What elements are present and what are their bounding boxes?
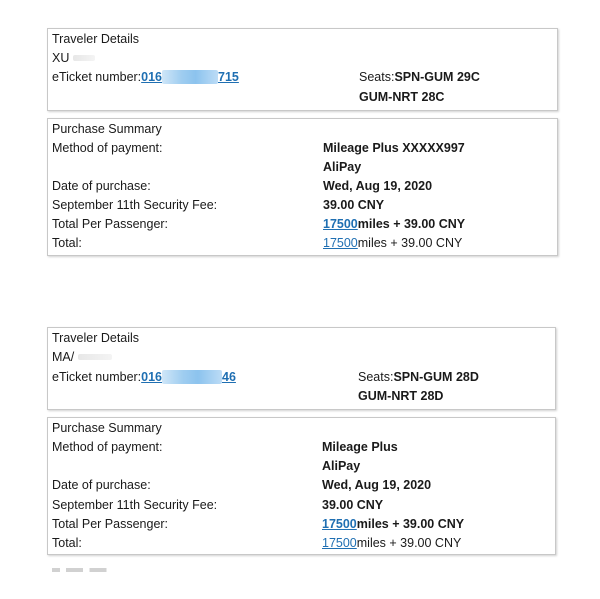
- eticket-number-suffix[interactable]: 715: [218, 70, 239, 84]
- seats-label: Seats:: [358, 370, 394, 384]
- fee-value: 39.00 CNY: [322, 498, 384, 512]
- seat-line-2: GUM-NRT 28C: [359, 90, 445, 104]
- fee-label: September 11th Security Fee:: [52, 498, 218, 512]
- total-miles-link[interactable]: 17500: [322, 536, 357, 550]
- name-redaction: [78, 354, 112, 360]
- traveler-details-heading: Traveler Details: [52, 32, 140, 46]
- per-passenger-rest: miles + 39.00 CNY: [356, 517, 465, 531]
- per-passenger-value: [323, 217, 465, 232]
- total-rest: miles + 39.00 CNY: [357, 236, 463, 250]
- eticket-row: [52, 370, 236, 385]
- eticket-redaction: [162, 370, 222, 384]
- total-label: Total:: [52, 536, 82, 550]
- traveler-name: [52, 51, 95, 66]
- seat-line-1: SPN-GUM 29C: [394, 70, 480, 84]
- traveler-name-visible: XU: [52, 51, 70, 65]
- name-redaction: [73, 55, 95, 61]
- per-passenger-miles-link[interactable]: 17500: [323, 217, 358, 231]
- date-value: Wed, Aug 19, 2020: [323, 179, 433, 193]
- total-value: [322, 536, 461, 551]
- purchase-summary-heading: Purchase Summary: [52, 421, 162, 435]
- seats-row: [359, 70, 480, 85]
- traveler-name-visible: MA/: [52, 350, 75, 364]
- per-passenger-label: Total Per Passenger:: [52, 517, 169, 531]
- eticket-redaction: [162, 70, 218, 84]
- method-value-alipay: AliPay: [323, 160, 362, 174]
- eticket-row: [52, 70, 239, 85]
- method-label: Method of payment:: [52, 440, 163, 454]
- seat-line-2: GUM-NRT 28D: [358, 389, 444, 403]
- method-label: Method of payment:: [52, 141, 163, 155]
- fee-label: September 11th Security Fee:: [52, 198, 218, 212]
- purchase-summary-heading: Purchase Summary: [52, 122, 162, 136]
- method-value-alipay: AliPay: [322, 459, 361, 473]
- seats-label: Seats:: [359, 70, 395, 84]
- date-label: Date of purchase:: [52, 478, 151, 492]
- total-rest: miles + 39.00 CNY: [356, 536, 462, 550]
- traveler-name: [52, 350, 112, 365]
- cropped-text-fragment: [52, 568, 130, 572]
- eticket-number-suffix[interactable]: 46: [222, 370, 236, 384]
- traveler-details-heading: Traveler Details: [52, 331, 140, 345]
- date-label: Date of purchase:: [52, 179, 151, 193]
- total-miles-link[interactable]: 17500: [323, 236, 358, 250]
- eticket-number-prefix[interactable]: 016: [141, 70, 163, 84]
- per-passenger-rest: miles + 39.00 CNY: [357, 217, 466, 231]
- total-value: [323, 236, 462, 251]
- total-label: Total:: [52, 236, 82, 250]
- method-value-mileage: Mileage Plus XXXXX997: [323, 141, 465, 155]
- per-passenger-value: [322, 517, 464, 532]
- per-passenger-miles-link[interactable]: 17500: [322, 517, 357, 531]
- eticket-label: eTicket number:: [52, 370, 142, 384]
- fee-value: 39.00 CNY: [323, 198, 385, 212]
- date-value: Wed, Aug 19, 2020: [322, 478, 432, 492]
- method-value-mileage: Mileage Plus: [322, 440, 398, 454]
- per-passenger-label: Total Per Passenger:: [52, 217, 169, 231]
- seats-row: [358, 370, 479, 385]
- eticket-number-prefix[interactable]: 016: [141, 370, 163, 384]
- seat-line-1: SPN-GUM 28D: [393, 370, 479, 384]
- eticket-label: eTicket number:: [52, 70, 142, 84]
